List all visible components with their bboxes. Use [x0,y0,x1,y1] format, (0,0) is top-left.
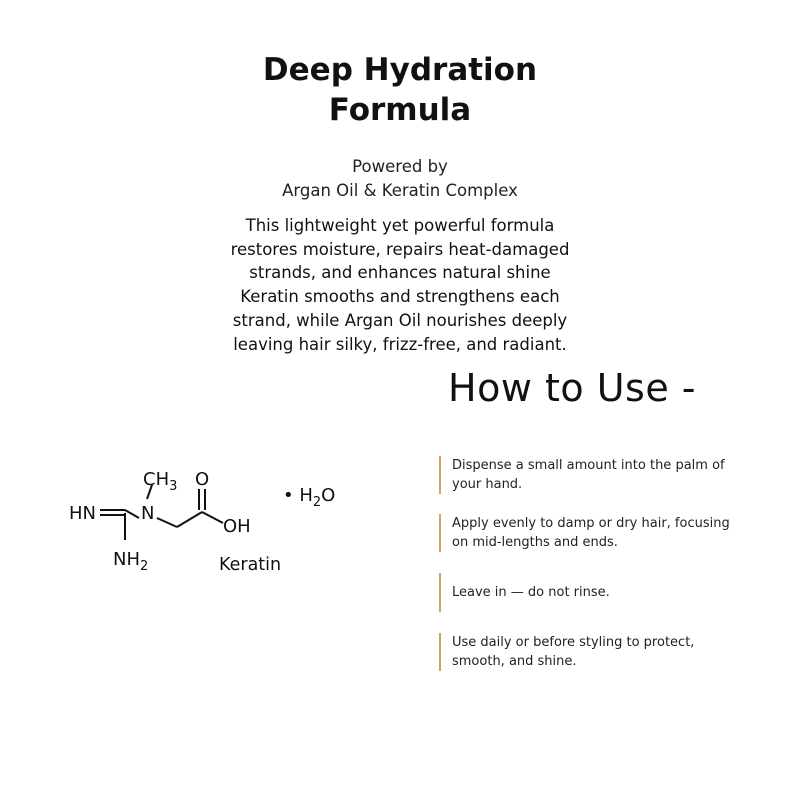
bond [177,512,202,527]
step-1 [439,456,759,494]
nh2-group: $NH_2$ [113,549,149,574]
bond [125,510,139,518]
hn-group: HN [69,503,96,524]
step-line: Use daily or before styling to protect, [452,635,695,650]
step-4 [439,633,759,671]
subtitle [0,155,800,203]
step-line: your hand. [452,477,523,492]
description-line: strands, and enhances natural shine [249,263,551,283]
keratin-molecule-diagram [55,455,355,585]
step-line: Apply evenly to damp or dry hair, focusing [452,516,730,531]
oxygen-atom: O [195,469,210,490]
description-line: strand, while Argan Oil nourishes deeply [232,310,568,330]
step-line: smooth, and shine. [452,654,577,669]
description-line: leaving hair silky, frizz-free, and radiant. [233,334,567,354]
bond [157,518,177,527]
step-line: on mid-lengths and ends. [452,535,618,550]
keratin-label: Keratin [219,555,282,575]
page-title [0,50,800,130]
ch3-group: $CH_3$ [143,469,178,494]
step-3 [439,573,759,612]
subtitle-line-2: Argan Oil & Keratin Complex [282,181,518,200]
nitrogen-atom: N [141,503,155,524]
step-line: Dispense a small amount into the palm of [452,458,725,473]
description [0,214,800,356]
how-to-use-heading: How to Use - [448,366,696,410]
oh-group: OH [223,516,251,537]
description-line: Keratin smooths and strengthens each [240,287,560,307]
step-2 [439,514,759,552]
description-line: This lightweight yet powerful formula [245,216,555,235]
step-line: Leave in — do not rinse. [452,585,610,600]
bond [202,512,223,523]
title-line-2: Formula [328,92,472,128]
subtitle-line-1: Powered by [352,157,448,176]
title-line-1: Deep Hydration [262,52,538,88]
description-line: restores moisture, repairs heat-damaged [230,239,570,259]
water-hydrate: • $H_2O$ [283,485,336,510]
